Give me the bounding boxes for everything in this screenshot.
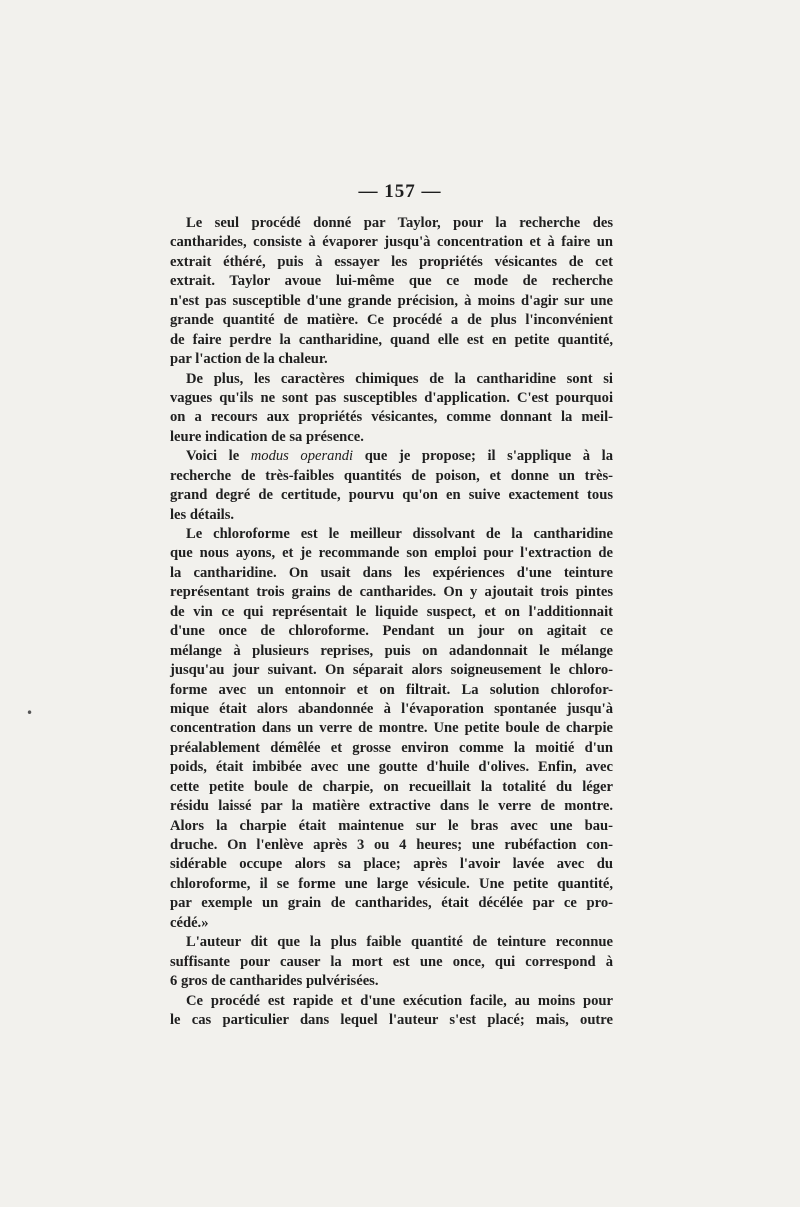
paragraph-4 <box>170 525 613 933</box>
text-line: jusqu'au jour suivant. On séparait alors soigneusement le chloro- <box>170 662 613 679</box>
text-line: extrait. Taylor avoue lui-même que ce mode de recherche <box>170 273 613 290</box>
text-line: d'une once de chloroforme. Pendant un jour on agitait ce <box>170 623 613 640</box>
text-line: forme avec un entonnoir et on filtrait. La solution chlorofor- <box>170 681 613 698</box>
text-line: de vin ce qui représentait le liquide suspect, et on l'additionnait <box>170 603 613 620</box>
paragraph-3 <box>170 447 613 525</box>
text-line: 6 gros de cantharides pulvérisées. <box>170 973 379 990</box>
text-line: de faire perdre la cantharidine, quand elle est en petite quantité, <box>170 331 613 348</box>
text-line <box>170 447 613 466</box>
text-line: la cantharidine. On usait dans les expériences d'une teinture <box>170 564 613 581</box>
text-line: Le seul procédé donné par Taylor, pour la recherche des <box>186 215 613 231</box>
text-line: concentration dans un verre de montre. Une petite boule de charpie <box>170 720 613 737</box>
text-fragment: que je propose; il s'applique à la <box>364 448 613 465</box>
text-line: les détails. <box>170 506 235 523</box>
text-line: n'est pas susceptible d'une grande précision, à moins d'agir sur une <box>170 292 613 309</box>
text-line: cédé.» <box>170 914 209 931</box>
paragraph-6 <box>170 992 613 1031</box>
text-line: par exemple un grain de cantharides, était décélée par ce pro- <box>170 895 613 912</box>
paragraph-1 <box>170 214 613 370</box>
text-line: druche. On l'enlève après 3 ou 4 heures; une rubéfaction con- <box>170 837 613 853</box>
text-line: grande quantité de matière. Ce procédé a de plus l'inconvénient <box>170 312 613 329</box>
text-line: grand degré de certitude, pourvu qu'on en suive exactement tous <box>170 487 613 504</box>
paragraph-5 <box>170 933 613 991</box>
text-line: L'auteur dit que la plus faible quantité de teinture reconnue <box>186 934 613 951</box>
text-line: leure indication de sa présence. <box>170 428 364 445</box>
body-text <box>170 214 613 1030</box>
page-number: — 157 — <box>358 181 442 202</box>
text-line: mique était alors abandonnée à l'évaporation spontanée jusqu'à <box>170 700 613 717</box>
text-line: Le chloroforme est le meilleur dissolvant de la cantharidine <box>186 526 613 542</box>
text-line: cette petite boule de charpie, on recueillait la totalité du léger <box>170 778 613 795</box>
text-line: préalablement démêlée et grosse environ comme la moitié d'un <box>170 739 613 756</box>
text-line: recherche de très-faibles quantités de poison, et donne un très- <box>170 467 613 484</box>
text-line: De plus, les caractères chimiques de la cantharidine sont si <box>186 370 613 387</box>
text-line: suffisante pour causer la mort est une once, qui correspond à <box>170 953 613 970</box>
text-line: par l'action de la chaleur. <box>170 351 328 368</box>
text-line: résidu laissé par la matière extractive dans le verre de montre. <box>170 798 613 815</box>
text-line: poids, était imbibée avec une goutte d'huile d'olives. Enfin, avec <box>170 759 613 776</box>
paragraph-2 <box>170 370 613 448</box>
text-line: représentant trois grains de cantharides. On y ajoutait trois pintes <box>170 584 613 601</box>
italic-phrase: modus operandi <box>250 448 354 465</box>
text-line: que nous ayons, et je recommande son emploi pour l'extraction de <box>170 545 613 562</box>
text-line: mélange à plusieurs reprises, puis on adandonnait le mélange <box>170 642 613 659</box>
text-line: cantharides, consiste à évaporer jusqu'à concentration et à faire un <box>170 234 613 251</box>
margin-speck: • <box>26 706 34 720</box>
text-line: vagues qu'ils ne sont pas susceptibles d'application. C'est pourquoi <box>170 389 613 406</box>
text-line: Alors la charpie était maintenue sur le bras avec une bau- <box>170 817 613 834</box>
text-line: Ce procédé est rapide et d'une exécution facile, au moins pour <box>186 992 613 1009</box>
text-line: chloroforme, il se forme une large vésicule. Une petite quantité, <box>170 875 613 892</box>
text-line: sidérable occupe alors sa place; après l'avoir lavée avec du <box>170 856 613 873</box>
text-line: extrait éthéré, puis à essayer les propriétés vésicantes de cet <box>170 253 613 270</box>
text-fragment: Voici le <box>186 448 240 465</box>
text-line: le cas particulier dans lequel l'auteur s'est placé; mais, outre <box>170 1011 613 1028</box>
text-line: on a recours aux propriétés vésicantes, comme donnant la meil- <box>170 409 613 426</box>
